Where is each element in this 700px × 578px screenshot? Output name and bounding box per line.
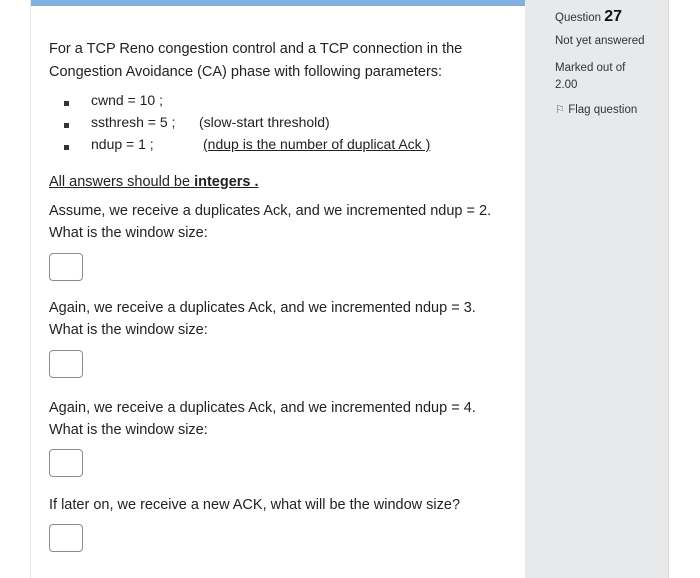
integers-note-prefix: All answers should be	[49, 174, 195, 190]
flag-question-link[interactable]	[555, 103, 637, 116]
part-4-line-1: If later on, we receive a new ACK, what will be the window size?	[49, 497, 461, 513]
answer-status: Not yet answered	[555, 35, 645, 47]
question-label: Question	[555, 12, 602, 24]
flag-icon: ⚐	[555, 104, 565, 116]
question-info-panel	[525, 0, 669, 578]
bullet-icon	[64, 123, 69, 128]
question-content	[30, 0, 526, 578]
flag-question-label: Flag question	[568, 104, 638, 116]
part-3-line-1: Again, we receive a duplicates Ack, and we incremented ndup = 4.	[49, 400, 476, 416]
param-ndup: ndup = 1 ;	[91, 136, 154, 152]
part-2-line-2: What is the window size:	[49, 322, 208, 338]
bullet-icon	[64, 101, 69, 106]
marks-value: 2.00	[555, 79, 578, 91]
marks-info	[555, 60, 625, 94]
question-number-label	[555, 8, 622, 26]
answer-1-input[interactable]	[49, 253, 83, 281]
answer-3-input[interactable]	[49, 449, 83, 477]
part-1-line-1: Assume, we receive a duplicates Ack, and we incremented ndup = 2.	[49, 203, 492, 219]
param-ndup-note: (ndup is the number of duplicat Ack )	[203, 136, 431, 152]
integers-note	[49, 172, 259, 193]
answer-2-input[interactable]	[49, 350, 83, 378]
param-ssthresh: ssthresh = 5 ;	[91, 114, 176, 130]
part-3-line-2: What is the window size:	[49, 422, 208, 438]
intro-line-1: For a TCP Reno congestion control and a TCP connection in the	[49, 41, 463, 57]
top-accent-bar	[31, 0, 526, 6]
part-1-line-2: What is the window size:	[49, 225, 208, 241]
question-number: 27	[604, 8, 623, 25]
integers-note-bold: integers .	[194, 174, 259, 190]
answer-4-input[interactable]	[49, 524, 83, 552]
part-2-line-1: Again, we receive a duplicates Ack, and we incremented ndup = 3.	[49, 300, 476, 316]
intro-line-2: Congestion Avoidance (CA) phase with following parameters:	[49, 64, 443, 80]
bullet-icon	[64, 145, 69, 150]
param-cwnd: cwnd = 10 ;	[91, 92, 163, 108]
marked-out-of-label: Marked out of	[555, 62, 626, 74]
param-ssthresh-note: (slow-start threshold)	[199, 114, 330, 130]
